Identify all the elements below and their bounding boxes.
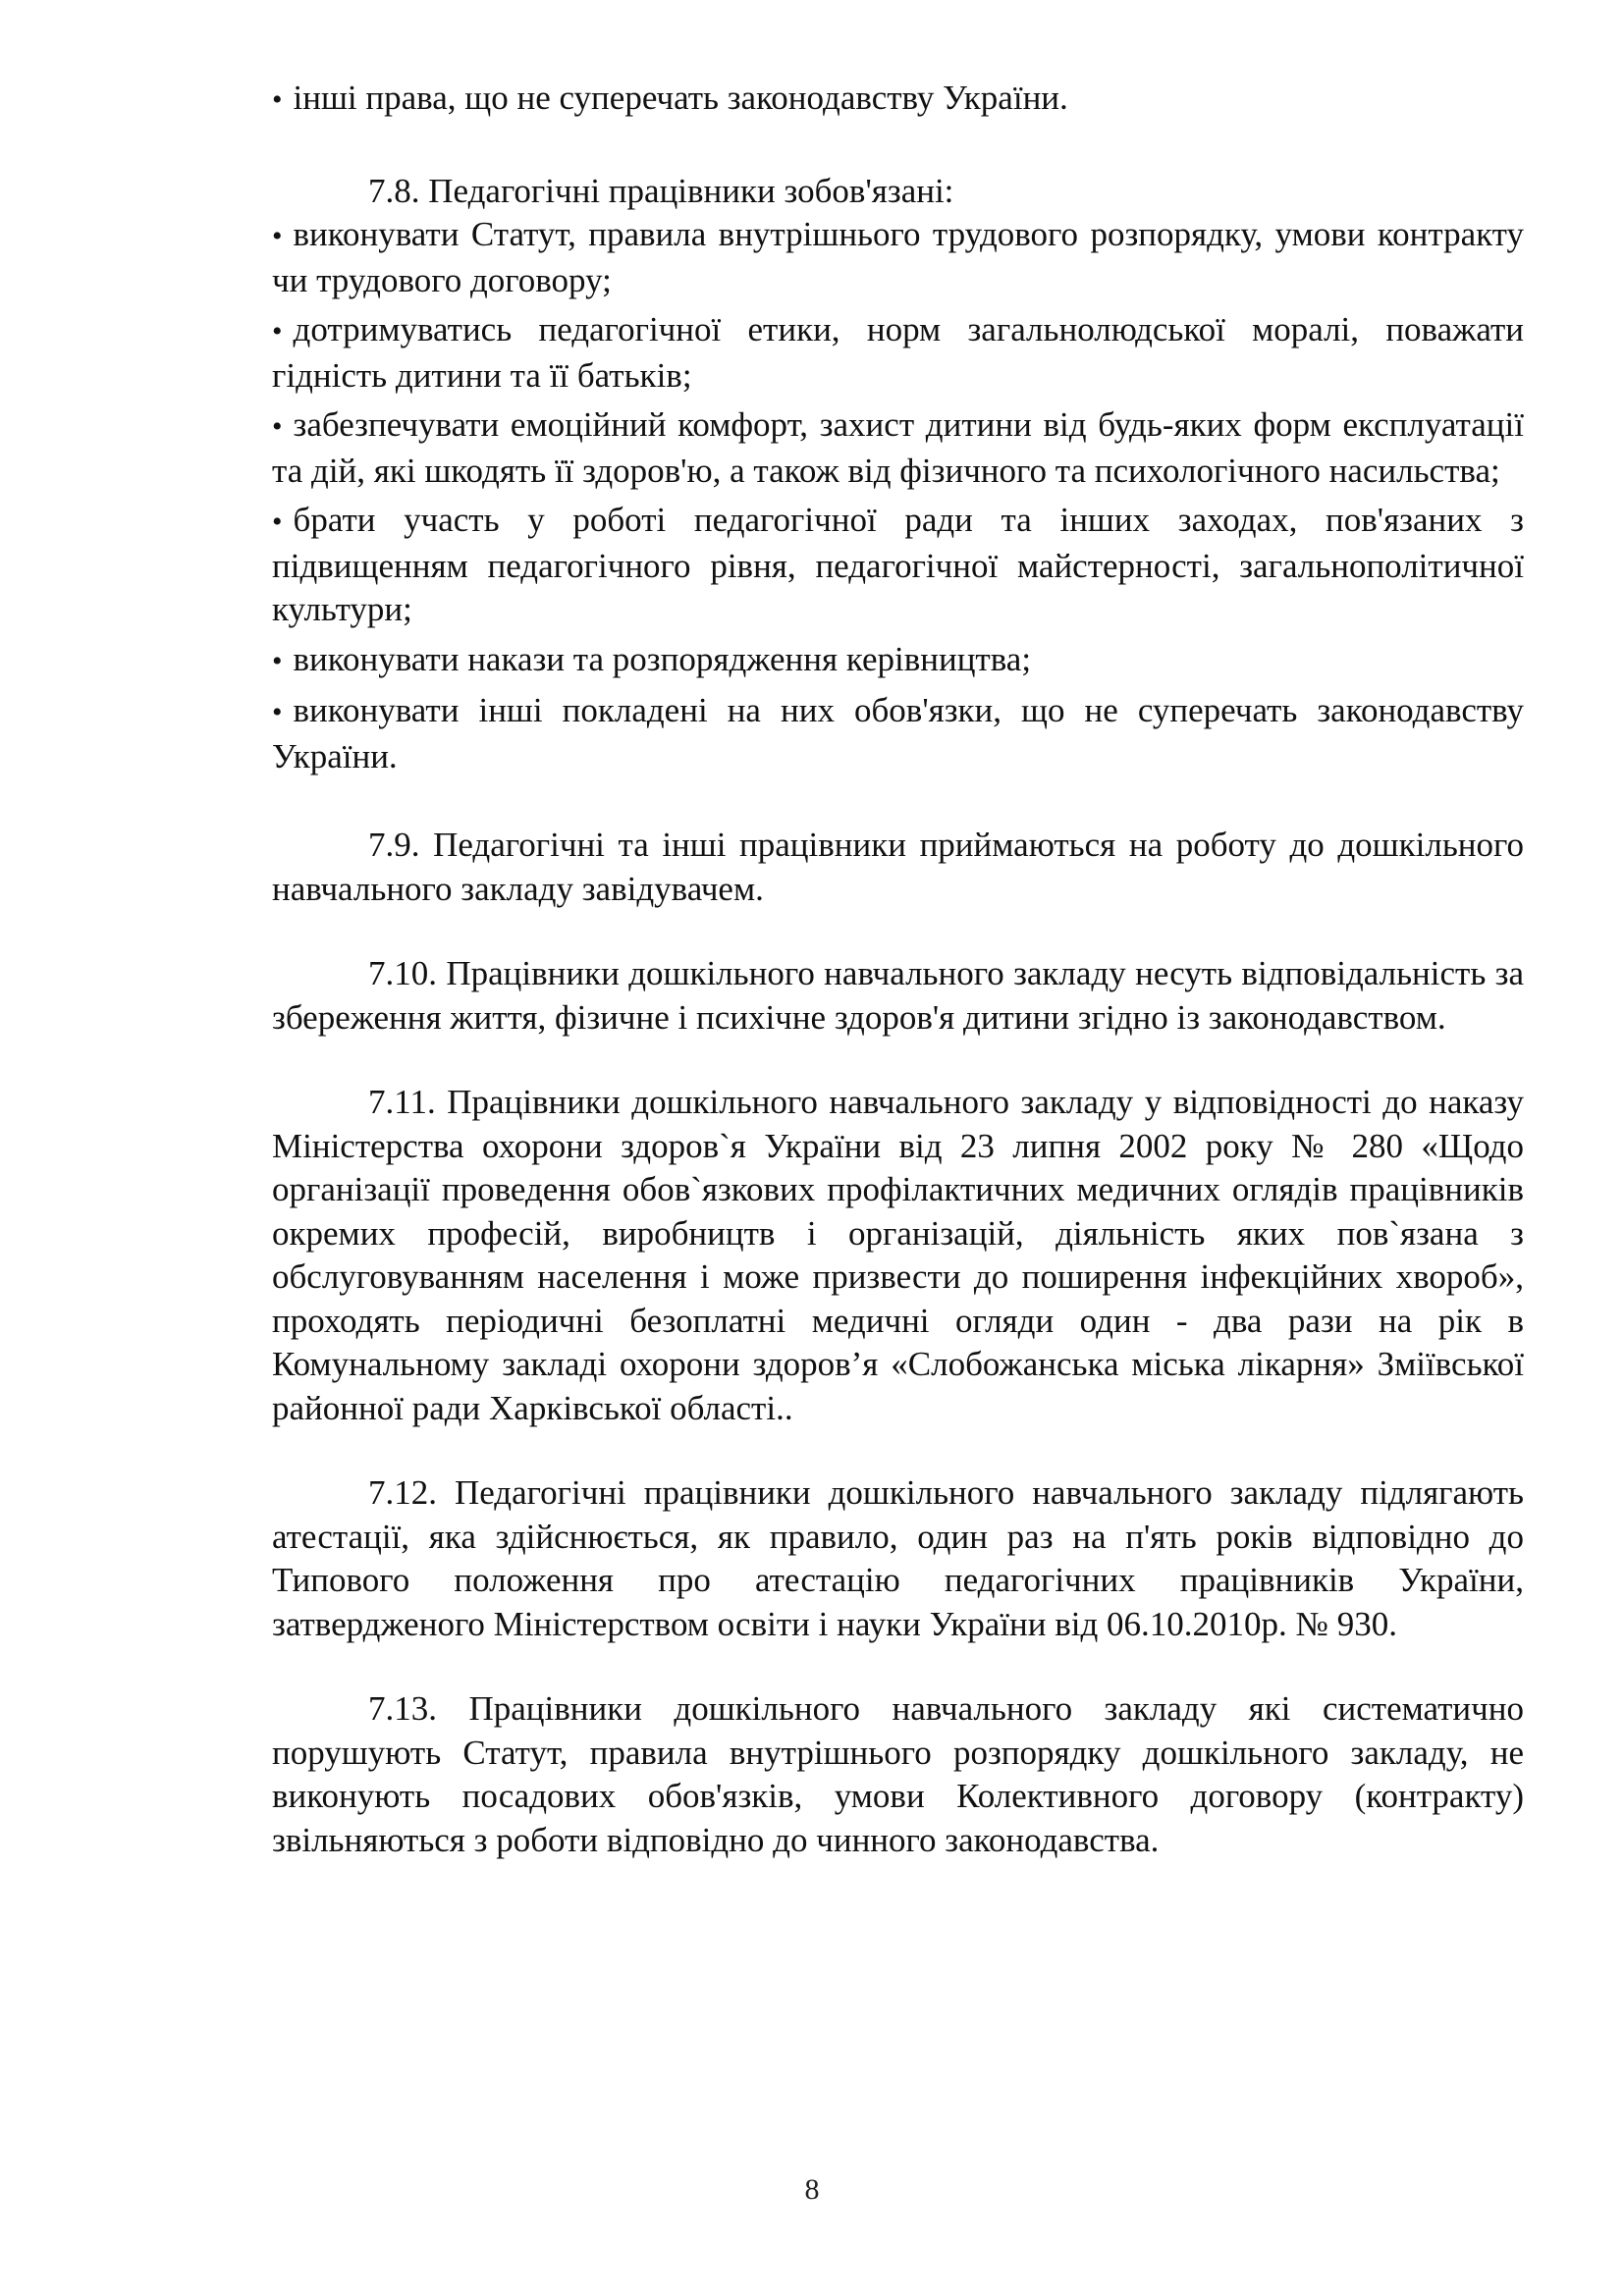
bullet-item — [272, 689, 1524, 784]
spacer — [272, 1040, 1524, 1081]
bullet-dot-icon: • — [272, 410, 283, 443]
bullet-item — [272, 403, 1524, 499]
spacer — [272, 784, 1524, 824]
bullet-dot-icon: • — [272, 696, 283, 728]
bullet-text: виконувати інші покладені на них обов'язки, що не суперечать законодавству України. — [272, 691, 1524, 775]
bullet-text: брати участь у роботі педагогічної ради та інших заходах, пов'язаних з підвищенням педагогічного рівня, педагогічної майстерності, загальнополітичної культури; — [272, 501, 1524, 628]
bullet-dot-icon: • — [272, 506, 283, 538]
spacer — [272, 911, 1524, 952]
page-number: 8 — [804, 2173, 820, 2206]
bullet-text: забезпечувати емоційний комфорт, захист дитини від будь-яких форм експлуатації та дій, які шкодять її здоров'ю, а також від фізичного та психологічного насильства; — [272, 405, 1524, 490]
paragraph-7-10: 7.10. Працівники дошкільного навчального закладу несуть відповідальність за збереження життя, фізичне і психічне здоров'я дитини згідно із законодавством. — [272, 954, 1524, 1037]
bullet-item — [272, 213, 1524, 308]
bullet-text: дотримуватись педагогічної етики, норм загальнолюдської моралі, поважати гідність дитини та її батьків; — [272, 310, 1524, 395]
paragraph-7-12: 7.12. Педагогічні працівники дошкільного навчального закладу підлягають атестації, яка здійснюється, як правило, один раз на п'ять років відповідно до Типового положення про атестацію педагогічних працівників України, затвердженого Міністерством освіти і науки України від 06.10.2010р. № 930. — [272, 1473, 1524, 1643]
bullet-item — [272, 77, 1524, 129]
bullet-dot-icon: • — [272, 315, 283, 347]
bullet-dot-icon: • — [272, 220, 283, 252]
bullet-item — [272, 499, 1524, 638]
paragraph-7-9: 7.9. Педагогічні та інші працівники приймаються на роботу до дошкільного навчального закладу завідувачем. — [272, 826, 1524, 908]
bullet-dot-icon: • — [272, 644, 283, 677]
spacer — [272, 129, 1524, 170]
bullet-text: виконувати Статут, правила внутрішнього трудового розпорядку, умови контракту чи трудового договору; — [272, 215, 1524, 299]
bullet-text: інші права, що не суперечать законодавству України. — [293, 79, 1068, 117]
bullet-item — [272, 308, 1524, 403]
section-heading-7-8: 7.8. Педагогічні працівники зобов'язані: — [368, 171, 954, 210]
paragraph-7-11: 7.11. Працівники дошкільного навчального закладу у відповідності до наказу Міністерства охорони здоров`я України від 23 липня 2002 року № 280 «Щодо організації проведення обов`язкових профілактичних медичних оглядів працівників окремих професій, виробництв і організацій, діяльність яких пов`язана з обслуговуванням населення і може призвести до поширення інфекційних хвороб», проходять періодичні безоплатні медичні огляди один - два рази на рік в Комунальному закладі охорони здоров’я «Слобожанська міська лікарня» Зміївської районної ради Харківської області.. — [272, 1083, 1524, 1427]
bullet-item — [272, 638, 1524, 690]
bullet-text: виконувати накази та розпорядження керівництва; — [293, 639, 1032, 678]
paragraph-7-13: 7.13. Працівники дошкільного навчального закладу які систематично порушують Статут, правила внутрішнього розпорядку дошкільного закладу, не виконують посадових обов'язків, умови Колективного договору (контракту) звільняються з роботи відповідно до чинного законодавства. — [272, 1689, 1524, 1859]
document-page — [272, 77, 1524, 1862]
spacer — [272, 1646, 1524, 1687]
bullet-dot-icon: • — [272, 83, 283, 116]
spacer — [272, 1430, 1524, 1471]
